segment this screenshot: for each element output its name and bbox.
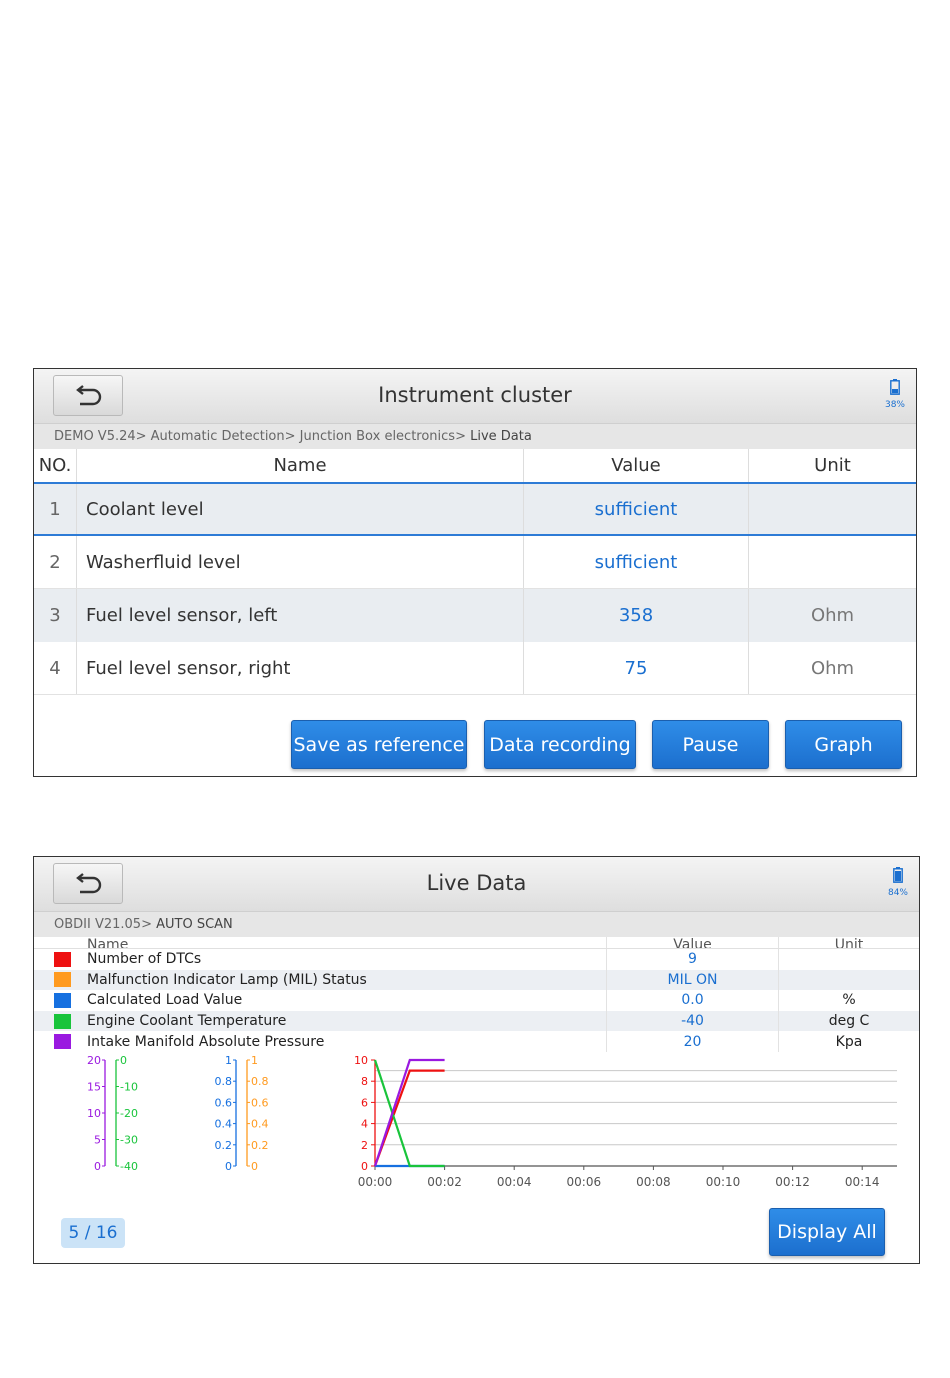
y-tick-label: 1 [251, 1054, 258, 1067]
page-title: Instrument cluster [378, 383, 572, 407]
y-tick-label: 0.4 [214, 1117, 232, 1131]
y-tick-label: 0.6 [214, 1096, 232, 1110]
col-header-value: Value [524, 449, 749, 482]
x-tick-label: 00:14 [844, 1175, 880, 1189]
data-recording-button[interactable]: Data recording [484, 720, 636, 769]
y-tick-label: -20 [120, 1107, 138, 1120]
y-tick-label: -30 [120, 1133, 138, 1147]
row-name: Washerfluid level [77, 536, 524, 588]
y-tick-label: 10 [87, 1107, 101, 1120]
series-color-swatch [54, 1014, 71, 1029]
breadcrumb [34, 424, 916, 449]
row-name: Fuel level sensor, right [77, 642, 524, 694]
series-line [375, 1071, 445, 1166]
x-tick-label: 00:02 [427, 1175, 462, 1189]
series-color-swatch [54, 972, 71, 987]
row-name: Intake Manifold Absolute Pressure [87, 1033, 325, 1050]
row-value: MIL ON [606, 970, 778, 991]
row-value: 358 [524, 589, 749, 642]
x-tick-label: 00:06 [566, 1175, 602, 1189]
y-tick-label: 1 [225, 1054, 232, 1067]
y-tick-label: 6 [361, 1096, 368, 1110]
y-tick-label: 8 [361, 1075, 368, 1089]
table-row[interactable] [34, 642, 916, 695]
col-header-value: Value [606, 937, 778, 948]
series-color-swatch [54, 993, 71, 1008]
y-tick-label: 0 [361, 1160, 368, 1173]
series-line [375, 1060, 445, 1166]
battery-percent: 84% [887, 888, 908, 898]
row-unit: Ohm [810, 657, 855, 679]
row-name: Calculated Load Value [87, 992, 243, 1009]
table-row[interactable] [34, 970, 919, 991]
x-tick-label: 00:00 [357, 1175, 393, 1189]
battery-icon [890, 379, 900, 395]
row-unit: % [778, 990, 919, 1011]
y-tick-label: 5 [94, 1133, 101, 1147]
x-tick-label: 00:04 [496, 1175, 532, 1189]
top-bar [34, 369, 916, 424]
row-name: Malfunction Indicator Lamp (MIL) Status [87, 971, 367, 988]
col-header-name: Name [87, 937, 129, 949]
breadcrumb-path: OBDII V21.05> [54, 917, 152, 932]
y-tick-label: 0 [251, 1160, 258, 1173]
y-tick-label: 0.8 [251, 1075, 269, 1089]
page-indicator: 5 / 16 [61, 1218, 125, 1248]
row-name: Engine Coolant Temperature [87, 1013, 287, 1030]
y-tick-label: 0 [120, 1054, 127, 1067]
table-row[interactable] [34, 949, 919, 970]
y-tick-label: -40 [120, 1160, 138, 1173]
row-unit [749, 536, 916, 588]
table-row[interactable] [34, 1011, 919, 1032]
col-header-unit: Unit [814, 455, 851, 476]
row-value: 75 [524, 642, 749, 694]
graph-button[interactable]: Graph [785, 720, 902, 769]
breadcrumb-current: Live Data [465, 429, 532, 444]
y-tick-label: 0.8 [214, 1075, 232, 1089]
row-value: 0.0 [606, 990, 778, 1011]
table-row[interactable] [34, 589, 916, 642]
live-data-table [34, 449, 916, 695]
y-tick-label: -10 [120, 1080, 138, 1094]
breadcrumb-current: AUTO SCAN [151, 917, 233, 932]
table-row[interactable] [34, 990, 919, 1011]
row-name: Number of DTCs [87, 951, 202, 968]
col-header-unit: Unit [778, 937, 919, 948]
table-header [34, 449, 916, 484]
row-no: 4 [34, 642, 77, 694]
col-header-no: NO. [34, 449, 77, 482]
row-no: 1 [34, 484, 77, 534]
breadcrumb-path: DEMO V5.24> Automatic Detection> Junction Box electronics> [54, 429, 466, 444]
y-tick-label: 0.2 [214, 1138, 232, 1152]
row-unit: Kpa [778, 1031, 919, 1052]
y-tick-label: 2 [361, 1138, 368, 1152]
live-data-chart [34, 1052, 919, 1202]
series-color-swatch [54, 1034, 71, 1049]
pause-button[interactable]: Pause [652, 720, 769, 769]
y-tick-label: 0 [225, 1160, 232, 1173]
row-value: sufficient [524, 484, 749, 534]
instrument-cluster-panel [33, 368, 917, 777]
table-row[interactable] [34, 484, 916, 536]
page-title: Live Data [426, 871, 527, 895]
row-no: 2 [34, 536, 77, 588]
row-unit [778, 970, 919, 991]
y-tick-label: 0.6 [251, 1096, 269, 1110]
battery-percent: 38% [884, 400, 905, 410]
y-tick-label: 15 [87, 1080, 101, 1094]
row-value: 20 [606, 1031, 778, 1052]
y-tick-label: 0.4 [251, 1117, 269, 1131]
save-as-reference-button[interactable]: Save as reference [291, 720, 467, 769]
top-bar [34, 857, 919, 912]
series-line [375, 1060, 445, 1166]
x-tick-label: 00:10 [705, 1175, 741, 1189]
row-unit [778, 949, 919, 970]
y-tick-label: 10 [354, 1054, 368, 1067]
row-unit: deg C [778, 1011, 919, 1032]
display-all-button[interactable]: Display All [769, 1208, 885, 1256]
x-tick-label: 00:12 [775, 1175, 810, 1189]
table-row[interactable] [34, 536, 916, 589]
row-unit [749, 484, 916, 534]
live-data-panel [33, 856, 920, 1264]
row-no: 3 [34, 589, 77, 642]
row-value: sufficient [524, 536, 749, 588]
row-name: Coolant level [77, 484, 524, 534]
row-unit: Ohm [810, 605, 855, 626]
row-value: -40 [606, 1011, 778, 1032]
row-name: Fuel level sensor, left [77, 589, 524, 642]
y-tick-label: 20 [87, 1054, 101, 1067]
battery-icon [893, 867, 903, 883]
row-value: 9 [606, 949, 778, 970]
col-header-name: Name [77, 449, 524, 482]
battery-status [883, 867, 913, 898]
breadcrumb [34, 912, 919, 937]
table-header [34, 937, 919, 949]
x-tick-label: 00:08 [636, 1175, 671, 1189]
table-row[interactable] [34, 1031, 919, 1052]
y-tick-label: 4 [361, 1117, 368, 1131]
live-data-table [34, 937, 919, 1052]
series-color-swatch [54, 952, 71, 967]
battery-status [880, 379, 910, 410]
y-tick-label: 0 [94, 1160, 101, 1173]
y-tick-label: 0.2 [251, 1138, 269, 1152]
